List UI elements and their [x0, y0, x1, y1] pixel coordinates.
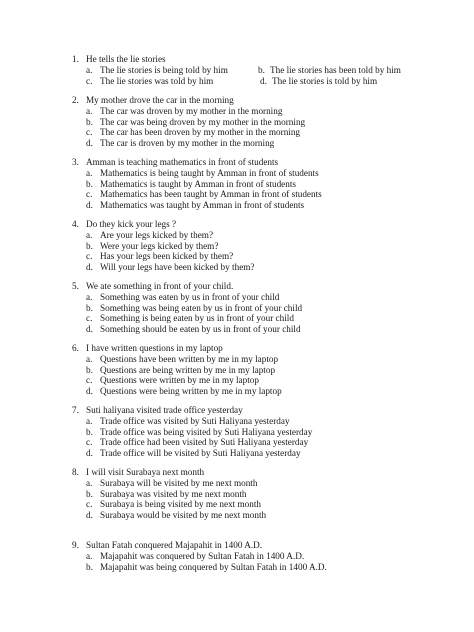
option-letter: a. — [86, 229, 93, 240]
option-text: The lie stories was told by him — [100, 75, 214, 86]
option-text: The lie stories is being told by him — [100, 64, 228, 75]
option-letter: c. — [86, 127, 93, 138]
option-a — [0, 168, 474, 179]
option-a — [0, 416, 474, 427]
question-text: I have written questions in my laptop — [86, 343, 223, 353]
option-text: Questions have been written by me in my laptop — [100, 353, 279, 364]
question-text: Suti haliyana visited trade office yesterday — [86, 405, 243, 415]
question-number: 4. — [72, 219, 79, 229]
option-d — [0, 200, 474, 211]
option-text: Questions were being written by me in my laptop — [100, 386, 282, 397]
option-letter: a. — [86, 64, 93, 75]
question-stem — [0, 540, 474, 551]
option-text: Majapahit was being conquered by Sultan Fatah in 1400 A.D. — [100, 561, 327, 572]
option-b — [0, 365, 474, 376]
question-stem — [0, 219, 474, 230]
option-c — [0, 251, 474, 262]
option-text: Something should be eaten by us in front of your child — [100, 324, 301, 335]
option-letter: b. — [86, 561, 93, 572]
question-text: I will visit Surabaya next month — [86, 467, 205, 477]
option-letter: d. — [86, 200, 93, 211]
option-letter: d. — [86, 262, 93, 273]
option-text: Mathematics is being taught by Amman in front of students — [100, 167, 319, 178]
option-c — [0, 189, 474, 200]
question-stem — [0, 281, 474, 292]
option-letter: b. — [86, 178, 93, 189]
option-text: Surabaya was visited by me next month — [100, 488, 247, 499]
option-c — [0, 437, 474, 448]
option-letter: a. — [86, 415, 93, 426]
option-letter: d. — [86, 386, 93, 397]
option-row — [0, 76, 474, 87]
option-letter: c. — [86, 251, 93, 262]
option-b — [0, 117, 474, 128]
question-number: 6. — [72, 343, 79, 353]
question-1 — [0, 54, 474, 86]
option-a — [0, 478, 474, 489]
option-d — [0, 510, 474, 521]
question-9 — [0, 540, 474, 572]
option-d — [0, 448, 474, 459]
option-row — [0, 65, 474, 76]
option-text: Has your legs been kicked by them? — [100, 251, 234, 262]
option-letter: b. — [86, 488, 93, 499]
question-stem — [0, 157, 474, 168]
option-letter: b. — [86, 426, 93, 437]
option-text: Something is being eaten by us in front of your child — [100, 313, 294, 324]
option-text: Are your legs kicked by them? — [100, 229, 214, 240]
question-number: 7. — [72, 405, 79, 415]
option-text: Mathematics was taught by Amman in front of students — [100, 200, 305, 211]
option-text: Something was eaten by us in front of your child — [100, 291, 280, 302]
question-number: 2. — [72, 95, 79, 105]
option-text: The car was droven by my mother in the morning — [100, 105, 283, 116]
option-text: Mathematics has been taught by Amman in front of students — [100, 189, 322, 200]
option-text: Trade office had been visited by Suti Haliyana yesterday — [100, 437, 309, 448]
option-text: Questions were written by me in my laptop — [100, 375, 259, 386]
question-7 — [0, 405, 474, 459]
question-stem — [0, 405, 474, 416]
option-letter: a. — [86, 291, 93, 302]
option-text: The car has been droven by my mother in the morning — [100, 127, 301, 138]
option-letter: d. — [86, 448, 93, 459]
question-6 — [0, 343, 474, 397]
option-letter: b. — [258, 64, 265, 75]
option-b — [0, 303, 474, 314]
option-text: The car is droven by my mother in the morning — [100, 138, 275, 149]
option-a — [0, 230, 474, 241]
question-stem — [0, 343, 474, 354]
question-8 — [0, 467, 474, 521]
option-b — [0, 489, 474, 500]
question-number: 5. — [72, 281, 79, 291]
option-text: Majapahit was conquered by Sultan Fatah in 1400 A.D. — [100, 550, 305, 561]
option-c — [0, 499, 474, 510]
question-text: Amman is teaching mathematics in front of students — [86, 157, 279, 167]
option-a — [0, 106, 474, 117]
option-c — [0, 127, 474, 138]
option-letter: d. — [86, 324, 93, 335]
option-letter: a. — [86, 353, 93, 364]
option-letter: c. — [86, 75, 93, 86]
question-stem — [0, 95, 474, 106]
option-letter: b. — [86, 116, 93, 127]
question-4 — [0, 219, 474, 273]
question-text: My mother drove the car in the morning — [86, 95, 234, 105]
option-letter: d. — [86, 510, 93, 521]
option-letter: c. — [86, 437, 93, 448]
option-text: Surabaya will be visited by me next month — [100, 477, 258, 488]
question-number: 3. — [72, 157, 79, 167]
option-text: Surabaya is being visited by me next month — [100, 499, 262, 510]
question-text: Do they kick your legs ? — [86, 219, 177, 229]
option-d — [0, 138, 474, 149]
option-text: Will your legs have been kicked by them? — [100, 262, 255, 273]
option-letter: c. — [86, 313, 93, 324]
option-d — [0, 262, 474, 273]
option-text: Mathematics is taught by Amman in front of students — [100, 178, 296, 189]
option-a — [0, 292, 474, 303]
option-letter: b. — [86, 364, 93, 375]
option-text: Were your legs kicked by them? — [100, 240, 219, 251]
option-text: The lie stories is told by him — [272, 75, 378, 86]
question-text: Sultan Fatah conquered Majapahit in 1400 A.D. — [86, 540, 263, 550]
option-text: The car was being droven by my mother in the morning — [100, 116, 306, 127]
option-letter: d. — [260, 75, 267, 86]
option-c — [0, 375, 474, 386]
option-letter: a. — [86, 167, 93, 178]
option-b — [0, 241, 474, 252]
option-d — [0, 386, 474, 397]
option-text: Trade office was visited by Suti Haliyana yesterday — [100, 415, 290, 426]
option-letter: a. — [86, 550, 93, 561]
option-letter: b. — [86, 240, 93, 251]
question-number: 9. — [72, 540, 79, 550]
option-letter: b. — [86, 302, 93, 313]
option-letter: d. — [86, 138, 93, 149]
option-text: Questions are being written by me in my laptop — [100, 364, 276, 375]
option-b — [0, 427, 474, 438]
option-text: Trade office will be visited by Suti Haliyana yesterday — [100, 448, 301, 459]
option-d — [0, 324, 474, 335]
option-text: Surabaya would be visited by me next month — [100, 510, 267, 521]
question-5 — [0, 281, 474, 335]
option-a — [0, 354, 474, 365]
option-letter: a. — [86, 105, 93, 116]
option-letter: c. — [86, 375, 93, 386]
question-number: 8. — [72, 467, 79, 477]
question-stem — [0, 467, 474, 478]
question-2 — [0, 95, 474, 149]
option-b — [0, 562, 474, 573]
question-stem — [0, 54, 474, 65]
question-number: 1. — [72, 54, 79, 64]
option-c — [0, 313, 474, 324]
option-letter: c. — [86, 189, 93, 200]
option-letter: a. — [86, 477, 93, 488]
option-text: The lie stories has been told by him — [270, 64, 401, 75]
option-letter: c. — [86, 499, 93, 510]
option-a — [0, 551, 474, 562]
option-text: Trade office was being visited by Suti Haliyana yesterday — [100, 426, 313, 437]
question-3 — [0, 157, 474, 211]
question-text: He tells the lie stories — [86, 54, 166, 64]
question-text: We ate something in front of your child. — [86, 281, 234, 291]
option-text: Something was being eaten by us in front of your child — [100, 302, 303, 313]
option-b — [0, 179, 474, 190]
